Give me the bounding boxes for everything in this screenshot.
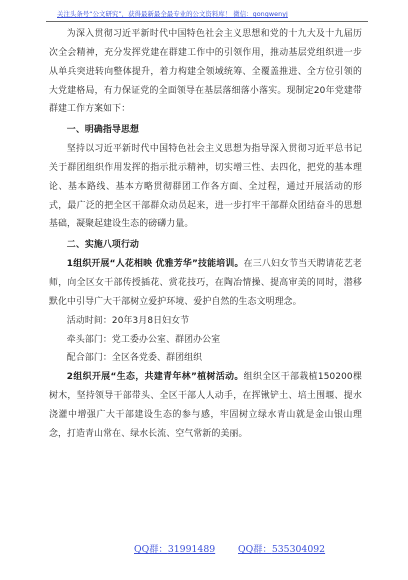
footer <box>0 541 408 555</box>
guiding-thought-paragraph: 坚持以习近平新时代中国特色社会主义思想为指导深入贯彻习近平总书记关于群团组织作用发挥的指示批示精神，切实增三性、去四化，把党的基本理论、基本路线、基本方略贯彻群团工作各方面、全过程，通过开展活动的形式，最广泛的把全区干部群众动员起来，进一步打牢干部群众团结奋斗的思想基础，凝聚起建设生态的磅礴力量。 <box>49 144 362 230</box>
header-banner-text: 关注头条号“公文研究”，获得最新最全最专业的公文资料库！ 微信： <box>57 10 253 18</box>
footer-qq-label-2: QQ群： <box>238 544 272 555</box>
action-item-2-body: 组织全区干部栽植150200棵树木，坚持领导干部带头、全区干部人人动手，在挥锹铲土、培土围堰、提水浇灌中增强广大干部建设生态的参与感，牢固树立绿水青山就是金山银山理念，打造青山常在、绿水长流、空气常新的美丽。 <box>49 372 362 439</box>
section-heading-eight-actions: 二、实施八项行动 <box>66 240 139 251</box>
action-item-1-body: 在三八妇女节当天聘请花艺老师，向全区女干部传授插花、赏花技巧，在陶冶情操、提高审美的同时，潜移默化中引导广大干部树立爱护环境、爱护自然的生态文明理念。 <box>49 259 362 307</box>
action-item-1-title: 1组织开展“人花相映 优雅芳华”技能培训。 <box>66 259 244 270</box>
footer-qq-group-1 <box>134 541 215 555</box>
action-item-2-title: 2组织开展“生态，共建青年林”植树活动。 <box>66 372 244 383</box>
footer-qq-number-1: 31991489 <box>167 544 216 555</box>
action-item-1 <box>49 255 362 312</box>
intro-paragraph: 为深入贯彻习近平新时代中国特色社会主义思想和党的十九大及十九届历次全会精神，充分发挥党建在群建工作中的引领作用，推动基层党组织进一步从单兵突进转向整体提升，着力构建全领域统筹、全覆盖推进、全方位引领的大党建格局，有力保证党的全面领导在基层落细落小落实。现制定20年党建带群建工作方案如下： <box>49 29 362 115</box>
header-banner <box>57 10 357 19</box>
action-item-1-time: 活动时间：20年3月8日妇女节 <box>66 315 190 326</box>
document-body <box>49 25 362 444</box>
action-item-2 <box>49 368 362 443</box>
section-heading-guiding-thought: 一、明确指导思想 <box>66 125 139 136</box>
action-item-1-lead-dept: 牵头部门：党工委办公室、群团办公室 <box>66 334 221 345</box>
footer-qq-group-2 <box>238 541 325 555</box>
footer-qq-number-2: 535304092 <box>271 544 326 555</box>
action-item-1-coop-dept: 配合部门：全区各党委、群团组织 <box>66 353 203 364</box>
header-divider <box>46 21 368 22</box>
footer-qq-label-1: QQ群： <box>134 544 168 555</box>
header-wechat-id: gongwenyj <box>252 10 288 18</box>
